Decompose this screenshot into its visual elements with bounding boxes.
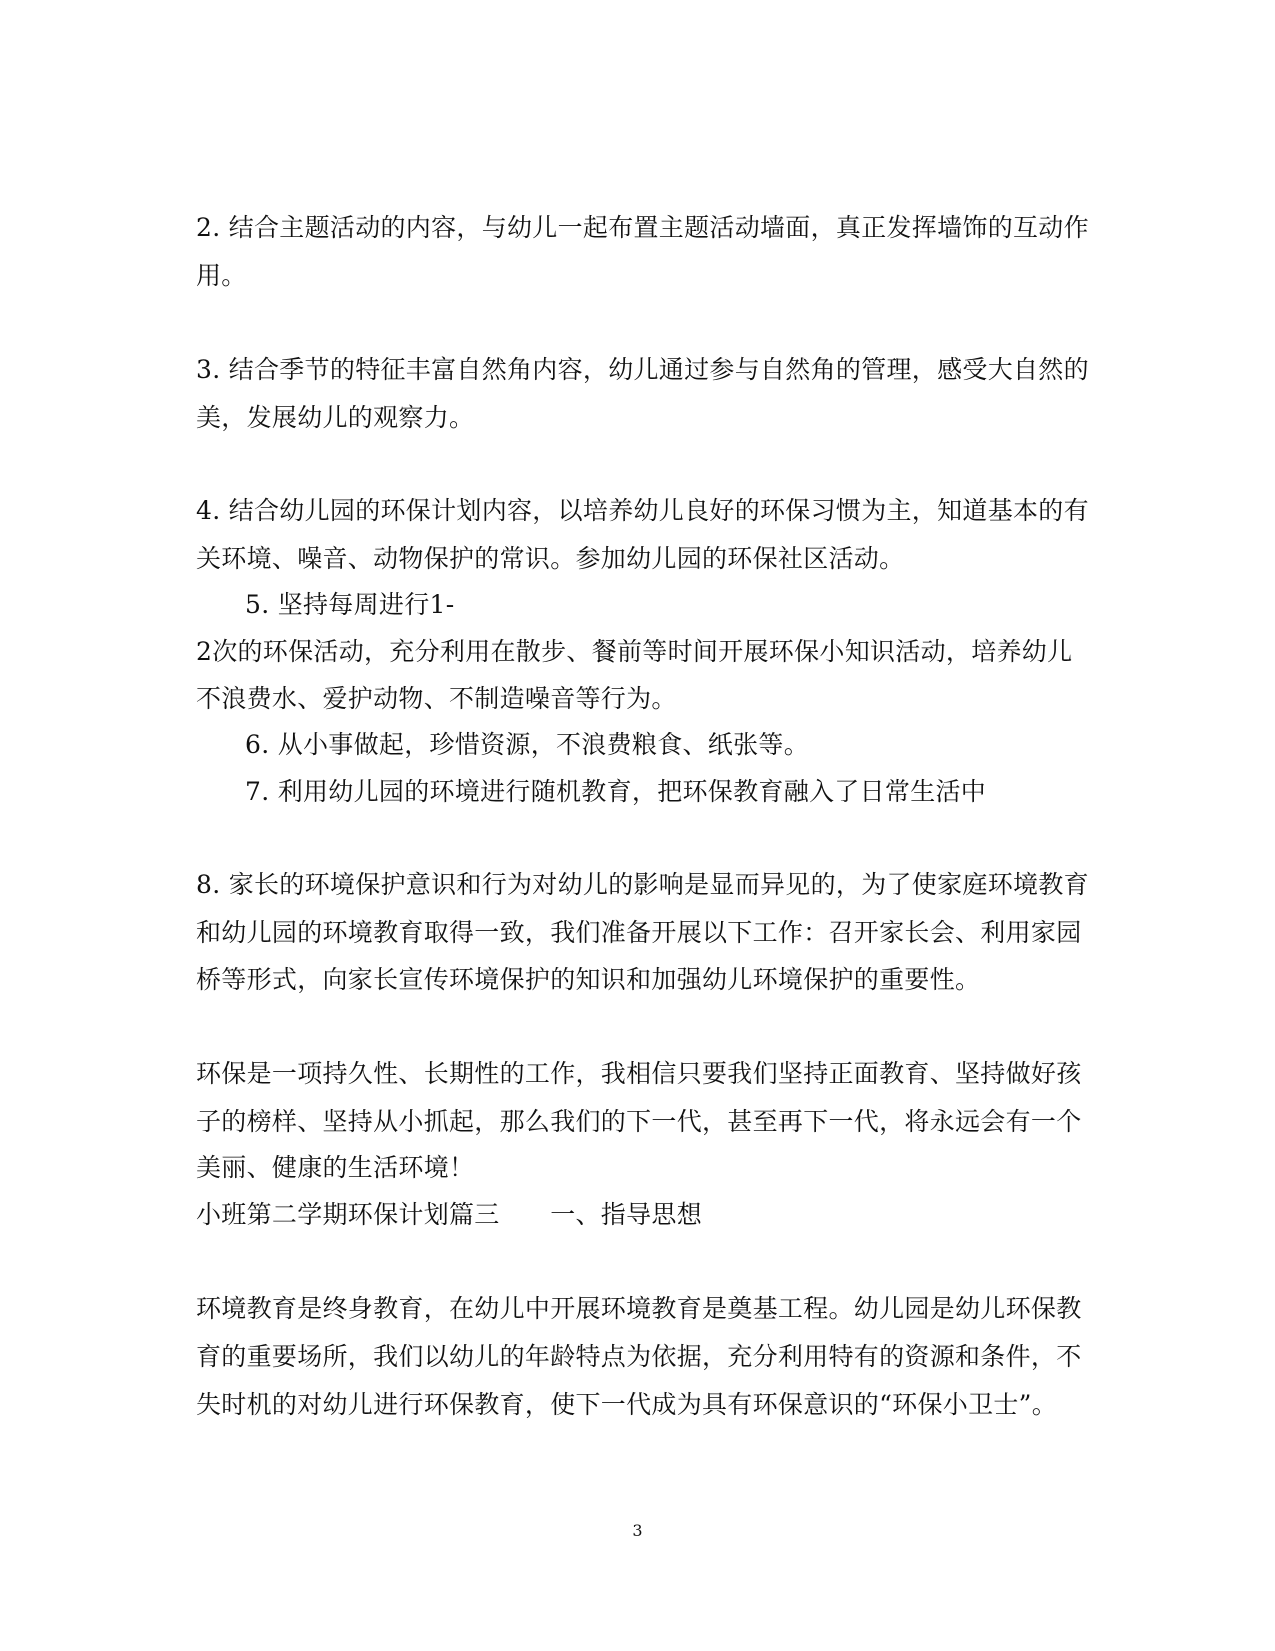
text-line: 美，发展幼儿的观察力。 xyxy=(196,403,475,432)
text-line: 5. 坚持每周进行1- xyxy=(245,590,455,619)
text-line: 2次的环保活动，充分利用在散步、餐前等时间开展环保小知识活动，培养幼儿 xyxy=(196,637,1073,666)
text-line: 用。 xyxy=(196,261,247,290)
page-number: 3 xyxy=(632,1521,643,1540)
text-line: 8. 家长的环境保护意识和行为对幼儿的影响是显而异见的，为了使家庭环境教育 xyxy=(196,870,1089,899)
text-line: 桥等形式，向家长宣传环境保护的知识和加强幼儿环境保护的重要性。 xyxy=(196,965,981,994)
text-line: 不浪费水、爱护动物、不制造噪音等行为。 xyxy=(196,684,677,713)
text-line: 失时机的对幼儿进行环保教育，使下一代成为具有环保意识的“环保小卫士”。 xyxy=(196,1390,1058,1419)
section-heading: 小班第二学期环保计划篇三 一、指导思想 xyxy=(196,1200,703,1229)
text-line: 育的重要场所，我们以幼儿的年龄特点为依据，充分利用特有的资源和条件，不 xyxy=(196,1342,1082,1371)
text-line: 3. 结合季节的特征丰富自然角内容，幼儿通过参与自然角的管理，感受大自然的 xyxy=(196,355,1089,384)
text-line: 美丽、健康的生活环境！ xyxy=(196,1153,475,1182)
text-line: 2. 结合主题活动的内容，与幼儿一起布置主题活动墙面，真正发挥墙饰的互动作 xyxy=(196,213,1089,242)
text-line: 环境教育是终身教育，在幼儿中开展环境教育是奠基工程。幼儿园是幼儿环保教 xyxy=(196,1294,1082,1323)
text-line: 6. 从小事做起，珍惜资源，不浪费粮食、纸张等。 xyxy=(245,730,810,759)
text-line: 环保是一项持久性、长期性的工作，我相信只要我们坚持正面教育、坚持做好孩 xyxy=(196,1059,1082,1088)
text-line: 4. 结合幼儿园的环保计划内容，以培养幼儿良好的环保习惯为主，知道基本的有 xyxy=(196,496,1089,525)
text-line: 关环境、噪音、动物保护的常识。参加幼儿园的环保社区活动。 xyxy=(196,544,905,573)
text-line: 和幼儿园的环境教育取得一致，我们准备开展以下工作：召开家长会、利用家园 xyxy=(196,918,1082,947)
text-line: 子的榜样、坚持从小抓起，那么我们的下一代，甚至再下一代，将永远会有一个 xyxy=(196,1107,1082,1136)
text-line: 7. 利用幼儿园的环境进行随机教育，把环保教育融入了日常生活中 xyxy=(245,777,987,806)
